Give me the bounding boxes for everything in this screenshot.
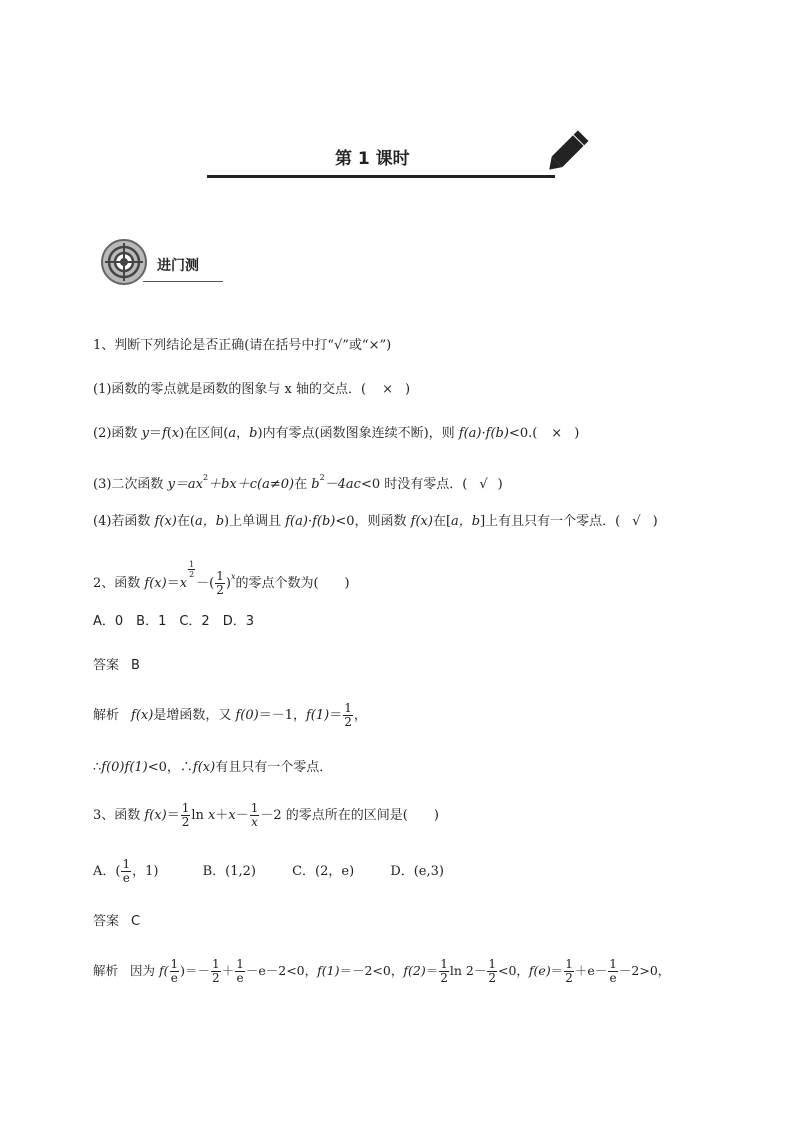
q2-options: A．0 B．1 C．2 D．3 <box>93 614 254 629</box>
option-c: C．(2，e) <box>292 864 355 879</box>
answer-mark: × <box>382 382 393 397</box>
option-b: B．(1,2) <box>202 864 256 879</box>
q1-stem: 1、判断下列结论是否正确(请在括号中打“√”或“×”) <box>93 338 392 353</box>
q1-statement-1: (1)函数的零点就是函数的图象与 x 轴的交点．( × ) <box>93 382 411 397</box>
q3-options <box>93 856 444 888</box>
page-title: 第 1 课时 <box>335 149 410 169</box>
target-icon <box>100 238 148 286</box>
q2-analysis-2: ∴f(0)f(1)<0，∴f(x)有且只有一个零点． <box>93 760 333 775</box>
answer-mark: √ <box>479 477 488 492</box>
q1-statement-3: (3)二次函数 $y=ax^2+bx+c(a\ne 0)$在 $b^2-4ac<0$ 时没有零点．( √ ) <box>93 473 503 492</box>
q1-statement-2: (2)函数 y＝f(x)在区间(a，b)内有零点(函数图象连续不断)，则 f(a)·f(b)<0.( × ) <box>93 426 580 441</box>
option-a: A．( $\frac{1}{e}$ ，1) <box>93 857 159 885</box>
q1-statement-4: (4)若函数 f(x)在(a，b)上单调且 f(a)·f(b)<0，则函数 f(x)在[a，b]上有且只有一个零点．( √ ) <box>93 514 658 529</box>
q3-analysis: 解析 因为 f( $\frac{1}{e}$ )＝－ $\frac{1}{2}$ ＋ $\frac{1}{e}$ －e－2<0，f(1)＝－2<0，f(2)＝ $\frac{1}{2}$ ln 2－ $\frac{1}{2}$ <0，f(e)＝ $\frac{1}{2}$ ＋e－ $\frac{1}{e}$ －2>0， <box>93 957 671 985</box>
option-d: D．(e,3) <box>390 864 444 879</box>
q3-stem: 3、函数 f(x)＝ $\frac{1}{2}$ ln x＋x－ $\frac{1}{x}$ －2 的零点所在的区间是( ) <box>93 801 439 829</box>
q3-answer: 答案 C <box>93 914 141 929</box>
answer-mark: × <box>551 426 563 441</box>
pencil-icon <box>540 125 596 181</box>
q2-answer: 答案 B <box>93 658 140 673</box>
answer-mark: √ <box>632 514 641 529</box>
q2-analysis-1: 解析 f(x)是增函数，又 f(0)＝－1，f(1)＝ $\frac{1}{2}$ ， <box>93 701 367 729</box>
q2-stem: 2、函数 f(x)＝x $\frac{1}{2}$ －( $\frac{1}{2}$ )$^x$的零点个数为( ) <box>93 560 350 597</box>
section-label: 进门测 <box>157 258 199 274</box>
title-underline <box>207 175 555 178</box>
section-underline <box>143 281 223 282</box>
